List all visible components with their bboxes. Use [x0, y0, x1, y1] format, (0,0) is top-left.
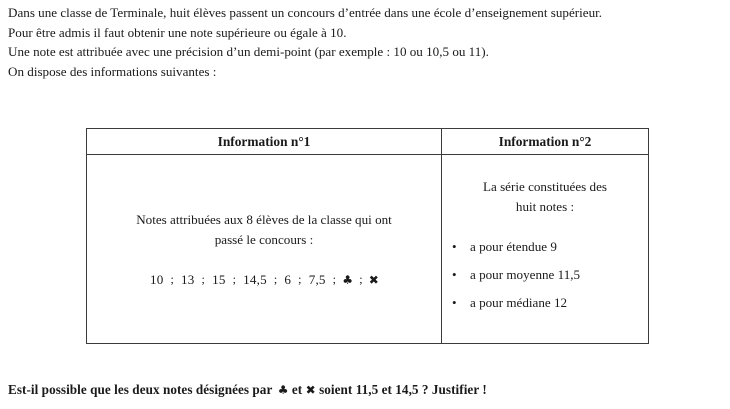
list-item-label: a pour étendue 9 — [470, 239, 557, 254]
table-cell-information-1 — [87, 155, 442, 344]
note-separator-2: ; — [201, 272, 206, 286]
list-item — [448, 265, 648, 293]
table-header-information-1: Information n°1 — [87, 129, 442, 155]
series-property-list — [442, 237, 648, 321]
table-body-row — [87, 155, 649, 344]
intro-line-4: On dispose des informations suivantes : — [8, 63, 217, 79]
heavy-cross-icon: ✖ — [368, 273, 379, 287]
table-header-row — [87, 129, 649, 155]
note-value-4: 14,5 — [243, 272, 267, 287]
club-suit-icon: ♣ — [342, 273, 354, 287]
note-value-1: 10 — [150, 272, 164, 287]
note-separator-7: ; — [359, 272, 363, 286]
note-value-2: 13 — [181, 272, 195, 287]
note-separator-6: ; — [332, 272, 337, 286]
question-line — [8, 382, 487, 398]
list-item-label: a pour médiane 12 — [470, 295, 568, 310]
table-cell-information-2 — [442, 155, 649, 344]
series-head-line-2: huit notes : — [515, 199, 575, 214]
question-part-3: soient 11,5 et 14,5 ? Justifier ! — [319, 382, 487, 397]
list-item-label: a pour moyenne 11,5 — [470, 267, 581, 282]
note-separator-4: ; — [273, 272, 278, 286]
heavy-cross-icon: ✖ — [305, 383, 316, 397]
note-separator-5: ; — [298, 272, 302, 286]
bullet-icon: • — [452, 295, 457, 310]
series-head-line-1: La série constituées des — [483, 179, 607, 194]
note-value-3: 15 — [212, 272, 226, 287]
intro-text-block — [8, 3, 722, 81]
table-header-information-2: Information n°2 — [442, 129, 649, 155]
club-suit-icon: ♣ — [277, 383, 289, 397]
intro-line-1: Dans une classe de Terminale, huit élèves passent un concours d’entrée dans une école d’enseignement supérieur. — [8, 5, 603, 20]
bullet-icon: • — [452, 267, 457, 282]
information-table — [86, 128, 649, 344]
list-item — [448, 237, 648, 265]
question-part-1: Est-il possible que les deux notes désignées par — [8, 382, 273, 397]
intro-line-2: Pour être admis il faut obtenir une note supérieure ou égale à 10. — [8, 24, 347, 40]
note-separator-3: ; — [232, 272, 237, 286]
bullet-icon: • — [452, 239, 457, 254]
question-part-2: et — [291, 382, 303, 397]
note-value-6: 7,5 — [308, 272, 326, 287]
note-value-5: 6 — [284, 272, 292, 287]
notes-series — [87, 272, 441, 288]
notes-lead-line-2: passé le concours : — [214, 232, 314, 247]
intro-line-3: Une note est attribuée avec une précision d’un demi-point (par exemple : 10 ou 10,5 ou 11). — [8, 44, 489, 59]
notes-lead-line-1: Notes attribuées aux 8 élèves de la classe qui ont — [136, 212, 392, 227]
note-separator-1: ; — [170, 272, 175, 286]
list-item — [448, 293, 648, 321]
